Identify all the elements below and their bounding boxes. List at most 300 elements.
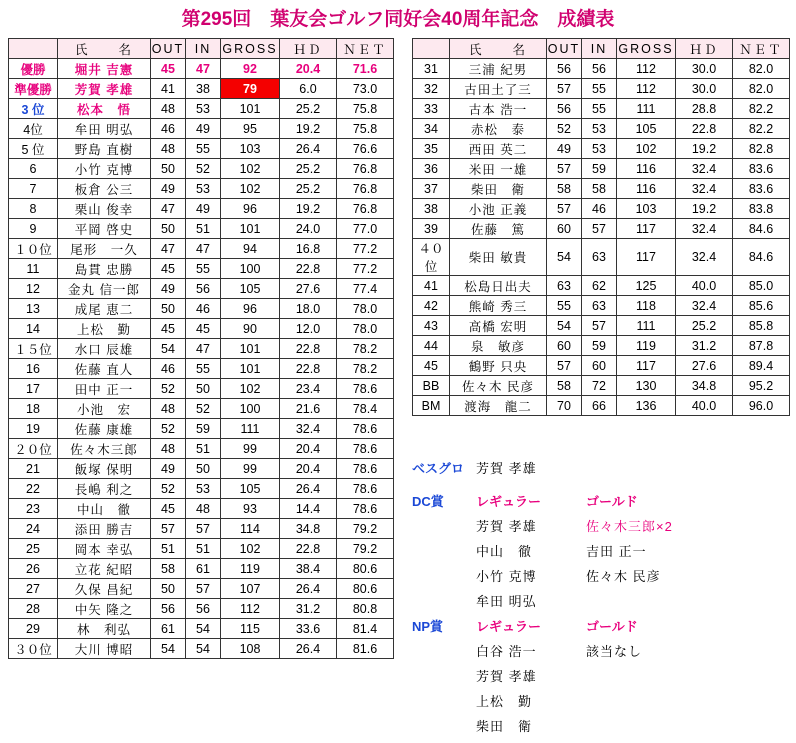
net-cell: 85.0 — [733, 276, 790, 296]
gross-cell: 105 — [221, 479, 280, 499]
hd-cell: 38.4 — [280, 559, 337, 579]
np-gold-header: ゴールド — [586, 619, 638, 634]
in-cell: 49 — [186, 119, 221, 139]
net-cell: 82.0 — [733, 59, 790, 79]
name-cell: 小竹 克博 — [58, 159, 151, 179]
out-cell: 47 — [151, 239, 186, 259]
hd-cell: 34.8 — [280, 519, 337, 539]
dc-award-block — [412, 491, 792, 610]
name-cell: 泉 敏彦 — [450, 336, 547, 356]
name-cell: 小池 正義 — [450, 199, 547, 219]
in-cell: 55 — [582, 79, 617, 99]
rank-cell: BB — [413, 376, 450, 396]
out-cell: 45 — [151, 59, 186, 79]
out-cell: 47 — [151, 199, 186, 219]
rank-cell: 35 — [413, 139, 450, 159]
column-header: GROSS — [617, 39, 676, 59]
np-gold-name: 該当なし — [586, 644, 643, 659]
hd-cell: 19.2 — [676, 199, 733, 219]
gross-cell: 100 — [221, 259, 280, 279]
rank-cell: 14 — [9, 319, 58, 339]
gross-cell: 102 — [617, 139, 676, 159]
in-cell: 61 — [186, 559, 221, 579]
net-cell: 78.0 — [337, 319, 394, 339]
np-regular-header: レギュラー — [476, 619, 542, 634]
name-cell: 松本 悟 — [58, 99, 151, 119]
net-cell: 78.2 — [337, 339, 394, 359]
rank-cell: 41 — [413, 276, 450, 296]
rank-cell: 19 — [9, 419, 58, 439]
rank-cell: 29 — [9, 619, 58, 639]
name-cell: 小池 宏 — [58, 399, 151, 419]
dc-gold-name: 佐々木三郎×2 — [586, 519, 673, 534]
besguro-label: ベスグロ — [412, 461, 465, 476]
hd-cell: 21.6 — [280, 399, 337, 419]
gross-cell: 117 — [617, 356, 676, 376]
net-cell: 85.6 — [733, 296, 790, 316]
name-cell: 渡海 龍二 — [450, 396, 547, 416]
hd-cell: 19.2 — [676, 139, 733, 159]
hd-cell: 30.0 — [676, 59, 733, 79]
rank-cell: BM — [413, 396, 450, 416]
hd-cell: 40.0 — [676, 396, 733, 416]
net-cell: 83.6 — [733, 159, 790, 179]
name-cell: 田中 正一 — [58, 379, 151, 399]
gross-cell: 105 — [617, 119, 676, 139]
hd-cell: 20.4 — [280, 459, 337, 479]
column-header: IN — [186, 39, 221, 59]
net-cell: 78.0 — [337, 299, 394, 319]
gross-cell: 112 — [617, 59, 676, 79]
hd-cell: 19.2 — [280, 199, 337, 219]
net-cell: 83.6 — [733, 179, 790, 199]
net-cell: 96.0 — [733, 396, 790, 416]
table-row — [9, 259, 394, 279]
table-row — [9, 119, 394, 139]
name-cell: 水口 辰雄 — [58, 339, 151, 359]
in-cell: 51 — [186, 539, 221, 559]
column-header: ＮＥＴ — [337, 39, 394, 59]
net-cell: 77.4 — [337, 279, 394, 299]
table-row — [9, 439, 394, 459]
in-cell: 62 — [582, 276, 617, 296]
column-header: GROSS — [221, 39, 280, 59]
gross-cell: 112 — [221, 599, 280, 619]
column-header: IN — [582, 39, 617, 59]
gross-cell: 93 — [221, 499, 280, 519]
out-cell: 61 — [151, 619, 186, 639]
gross-cell: 102 — [221, 379, 280, 399]
hd-cell: 28.8 — [676, 99, 733, 119]
out-cell: 45 — [151, 259, 186, 279]
table-row — [9, 599, 394, 619]
net-cell: 77.0 — [337, 219, 394, 239]
besguro-name: 芳賀 孝雄 — [476, 461, 537, 476]
in-cell: 50 — [186, 379, 221, 399]
rank-cell: 37 — [413, 179, 450, 199]
gross-cell: 100 — [221, 399, 280, 419]
np-header-row — [412, 616, 792, 635]
name-cell: 添田 勝吉 — [58, 519, 151, 539]
dc-row — [412, 541, 792, 560]
gross-cell: 130 — [617, 376, 676, 396]
rank-cell: １５位 — [9, 339, 58, 359]
out-cell: 55 — [547, 296, 582, 316]
besguro-row — [412, 458, 792, 477]
net-cell: 79.2 — [337, 519, 394, 539]
net-cell: 78.2 — [337, 359, 394, 379]
hd-cell: 16.8 — [280, 239, 337, 259]
rank-cell: 23 — [9, 499, 58, 519]
out-cell: 56 — [547, 99, 582, 119]
rank-cell: 17 — [9, 379, 58, 399]
out-cell: 57 — [547, 159, 582, 179]
name-cell: 赤松 泰 — [450, 119, 547, 139]
net-cell: 84.6 — [733, 239, 790, 276]
table-row — [9, 319, 394, 339]
gross-cell: 101 — [221, 219, 280, 239]
net-cell: 81.6 — [337, 639, 394, 659]
np-award-block — [412, 616, 792, 735]
table-row — [9, 559, 394, 579]
rank-cell: ４０位 — [413, 239, 450, 276]
in-cell: 56 — [582, 59, 617, 79]
hd-cell: 20.4 — [280, 439, 337, 459]
hd-cell: 22.8 — [280, 339, 337, 359]
rank-cell: ３０位 — [9, 639, 58, 659]
dc-gold-header: ゴールド — [586, 494, 638, 509]
in-cell: 53 — [186, 479, 221, 499]
table-row — [9, 419, 394, 439]
table-row — [413, 79, 790, 99]
net-cell: 87.8 — [733, 336, 790, 356]
out-cell: 63 — [547, 276, 582, 296]
net-cell: 80.8 — [337, 599, 394, 619]
gross-cell: 99 — [221, 459, 280, 479]
out-cell: 57 — [151, 519, 186, 539]
rank-cell: 6 — [9, 159, 58, 179]
np-row — [412, 641, 792, 660]
name-cell: 上松 勤 — [58, 319, 151, 339]
table-header-row — [413, 39, 790, 59]
name-cell: 高橋 宏明 — [450, 316, 547, 336]
gross-cell: 96 — [221, 299, 280, 319]
gross-cell: 136 — [617, 396, 676, 416]
hd-cell: 22.8 — [280, 359, 337, 379]
rank-cell: 36 — [413, 159, 450, 179]
gross-cell: 92 — [221, 59, 280, 79]
net-cell: 78.6 — [337, 439, 394, 459]
net-cell: 76.8 — [337, 159, 394, 179]
rank-cell: 18 — [9, 399, 58, 419]
name-cell: 長嶋 利之 — [58, 479, 151, 499]
dc-regular-header: レギュラー — [476, 494, 542, 509]
table-row — [413, 316, 790, 336]
in-cell: 53 — [582, 139, 617, 159]
rank-cell: 7 — [9, 179, 58, 199]
name-cell: 中山 徹 — [58, 499, 151, 519]
rank-cell: 34 — [413, 119, 450, 139]
rank-cell: 9 — [9, 219, 58, 239]
net-cell: 78.6 — [337, 459, 394, 479]
out-cell: 54 — [151, 639, 186, 659]
dc-regular-name: 中山 徹 — [476, 544, 533, 559]
rank-cell: 21 — [9, 459, 58, 479]
table-row — [413, 179, 790, 199]
in-cell: 38 — [186, 79, 221, 99]
out-cell: 56 — [547, 59, 582, 79]
hd-cell: 19.2 — [280, 119, 337, 139]
out-cell: 54 — [547, 316, 582, 336]
page-title: 第295回 葉友会ゴルフ同好会40周年記念 成績表 — [181, 9, 615, 30]
in-cell: 63 — [582, 296, 617, 316]
name-cell: 佐々木三郎 — [58, 439, 151, 459]
in-cell: 53 — [186, 179, 221, 199]
dc-gold-name: 佐々木 民彦 — [586, 569, 661, 584]
table-row — [9, 359, 394, 379]
in-cell: 46 — [582, 199, 617, 219]
table-row — [9, 399, 394, 419]
net-cell: 89.4 — [733, 356, 790, 376]
hd-cell: 25.2 — [280, 159, 337, 179]
rank-cell: 32 — [413, 79, 450, 99]
table-row — [9, 299, 394, 319]
rank-cell: 5 位 — [9, 139, 58, 159]
out-cell: 50 — [151, 579, 186, 599]
hd-cell: 30.0 — [676, 79, 733, 99]
table-row — [413, 376, 790, 396]
in-cell: 55 — [582, 99, 617, 119]
gross-cell: 94 — [221, 239, 280, 259]
gross-cell: 116 — [617, 159, 676, 179]
out-cell: 56 — [151, 599, 186, 619]
net-cell: 80.6 — [337, 559, 394, 579]
name-cell: 佐藤 篤 — [450, 219, 547, 239]
out-cell: 54 — [151, 339, 186, 359]
np-row — [412, 691, 792, 710]
out-cell: 48 — [151, 399, 186, 419]
in-cell: 47 — [186, 239, 221, 259]
out-cell: 48 — [151, 99, 186, 119]
gross-cell: 105 — [221, 279, 280, 299]
np-regular-name: 芳賀 孝雄 — [476, 669, 537, 684]
gross-cell: 101 — [221, 359, 280, 379]
out-cell: 41 — [151, 79, 186, 99]
name-cell: 古本 浩一 — [450, 99, 547, 119]
table-row — [413, 396, 790, 416]
table-row — [9, 199, 394, 219]
out-cell: 48 — [151, 439, 186, 459]
out-cell: 48 — [151, 139, 186, 159]
rank-cell: 24 — [9, 519, 58, 539]
net-cell: 78.6 — [337, 419, 394, 439]
gross-cell: 117 — [617, 219, 676, 239]
in-cell: 54 — [186, 619, 221, 639]
np-regular-name: 上松 勤 — [476, 694, 533, 709]
net-cell: 75.8 — [337, 119, 394, 139]
gross-cell: 112 — [617, 79, 676, 99]
dc-label: DC賞 — [412, 494, 444, 509]
net-cell: 84.6 — [733, 219, 790, 239]
name-cell: 柴田 敏貴 — [450, 239, 547, 276]
net-cell: 73.0 — [337, 79, 394, 99]
in-cell: 51 — [186, 439, 221, 459]
out-cell: 58 — [151, 559, 186, 579]
table-row — [9, 539, 394, 559]
table-row — [9, 179, 394, 199]
hd-cell: 14.4 — [280, 499, 337, 519]
in-cell: 57 — [186, 579, 221, 599]
in-cell: 55 — [186, 259, 221, 279]
name-cell: 島貫 忠勝 — [58, 259, 151, 279]
net-cell: 76.8 — [337, 199, 394, 219]
table-row — [413, 99, 790, 119]
gross-cell: 102 — [221, 179, 280, 199]
in-cell: 57 — [582, 219, 617, 239]
gross-cell: 103 — [221, 139, 280, 159]
awards-section — [412, 458, 792, 741]
left-results-table — [8, 38, 394, 659]
hd-cell: 33.6 — [280, 619, 337, 639]
hd-cell: 26.4 — [280, 479, 337, 499]
np-regular-name: 白谷 浩一 — [476, 644, 537, 659]
in-cell: 45 — [186, 319, 221, 339]
rank-cell: ２０位 — [9, 439, 58, 459]
in-cell: 72 — [582, 376, 617, 396]
column-header: ＨＤ — [676, 39, 733, 59]
np-regular-name: 柴田 衛 — [476, 719, 533, 734]
out-cell: 57 — [547, 199, 582, 219]
name-cell: 芳賀 孝雄 — [58, 79, 151, 99]
hd-cell: 6.0 — [280, 79, 337, 99]
hd-cell: 24.0 — [280, 219, 337, 239]
in-cell: 55 — [186, 139, 221, 159]
dc-row — [412, 516, 792, 535]
rank-cell: 4位 — [9, 119, 58, 139]
table-row — [9, 639, 394, 659]
hd-cell: 31.2 — [280, 599, 337, 619]
np-label: NP賞 — [412, 619, 444, 634]
rank-cell: 38 — [413, 199, 450, 219]
table-row — [9, 499, 394, 519]
hd-cell: 26.4 — [280, 579, 337, 599]
net-cell: 76.8 — [337, 179, 394, 199]
in-cell: 54 — [186, 639, 221, 659]
name-cell: 佐藤 康雄 — [58, 419, 151, 439]
net-cell: 82.8 — [733, 139, 790, 159]
name-cell: 佐々木 民彦 — [450, 376, 547, 396]
in-cell: 51 — [186, 219, 221, 239]
dc-row — [412, 566, 792, 585]
gross-cell: 102 — [221, 159, 280, 179]
hd-cell: 25.2 — [280, 179, 337, 199]
rank-cell: 27 — [9, 579, 58, 599]
hd-cell: 27.6 — [676, 356, 733, 376]
out-cell: 46 — [151, 119, 186, 139]
net-cell: 95.2 — [733, 376, 790, 396]
name-cell: 柴田 衛 — [450, 179, 547, 199]
net-cell: 75.8 — [337, 99, 394, 119]
name-cell: 牟田 明弘 — [58, 119, 151, 139]
dc-row — [412, 591, 792, 610]
rank-cell: 12 — [9, 279, 58, 299]
dc-regular-name: 芳賀 孝雄 — [476, 519, 537, 534]
in-cell: 47 — [186, 59, 221, 79]
hd-cell: 31.2 — [676, 336, 733, 356]
table-row — [413, 276, 790, 296]
out-cell: 54 — [547, 239, 582, 276]
in-cell: 47 — [186, 339, 221, 359]
gross-cell: 107 — [221, 579, 280, 599]
out-cell: 58 — [547, 179, 582, 199]
gross-cell: 117 — [617, 239, 676, 276]
name-cell: 岡本 幸弘 — [58, 539, 151, 559]
net-cell: 76.6 — [337, 139, 394, 159]
net-cell: 82.2 — [733, 119, 790, 139]
table-row — [413, 356, 790, 376]
out-cell: 50 — [151, 219, 186, 239]
hd-cell: 25.2 — [280, 99, 337, 119]
gross-cell: 101 — [221, 99, 280, 119]
hd-cell: 22.8 — [676, 119, 733, 139]
name-cell: 古田土了三 — [450, 79, 547, 99]
out-cell: 45 — [151, 319, 186, 339]
in-cell: 57 — [186, 519, 221, 539]
gross-cell: 125 — [617, 276, 676, 296]
hd-cell: 32.4 — [676, 219, 733, 239]
out-cell: 49 — [151, 179, 186, 199]
hd-cell: 25.2 — [676, 316, 733, 336]
rank-cell: 26 — [9, 559, 58, 579]
hd-cell: 22.8 — [280, 539, 337, 559]
hd-cell: 40.0 — [676, 276, 733, 296]
net-cell: 78.6 — [337, 379, 394, 399]
net-cell: 77.2 — [337, 259, 394, 279]
in-cell: 56 — [186, 279, 221, 299]
table-row — [413, 59, 790, 79]
table-row — [413, 199, 790, 219]
table-row — [9, 379, 394, 399]
in-cell: 63 — [582, 239, 617, 276]
name-cell: 尾形 一久 — [58, 239, 151, 259]
gross-cell: 108 — [221, 639, 280, 659]
column-header: OUT — [151, 39, 186, 59]
net-cell: 71.6 — [337, 59, 394, 79]
name-cell: 板倉 公三 — [58, 179, 151, 199]
gross-cell: 96 — [221, 199, 280, 219]
out-cell: 70 — [547, 396, 582, 416]
name-cell: 中矢 隆之 — [58, 599, 151, 619]
rank-cell: 43 — [413, 316, 450, 336]
in-cell: 53 — [582, 119, 617, 139]
net-cell: 83.8 — [733, 199, 790, 219]
name-cell: 米田 一雄 — [450, 159, 547, 179]
net-cell: 81.4 — [337, 619, 394, 639]
out-cell: 50 — [151, 159, 186, 179]
in-cell: 56 — [186, 599, 221, 619]
rank-cell: 3 位 — [9, 99, 58, 119]
name-cell: 金丸 信一郎 — [58, 279, 151, 299]
in-cell: 59 — [582, 159, 617, 179]
out-cell: 49 — [151, 279, 186, 299]
gross-cell: 119 — [617, 336, 676, 356]
out-cell: 60 — [547, 336, 582, 356]
out-cell: 52 — [151, 379, 186, 399]
net-cell: 82.2 — [733, 99, 790, 119]
rank-cell: 準優勝 — [9, 79, 58, 99]
out-cell: 49 — [151, 459, 186, 479]
out-cell: 45 — [151, 499, 186, 519]
